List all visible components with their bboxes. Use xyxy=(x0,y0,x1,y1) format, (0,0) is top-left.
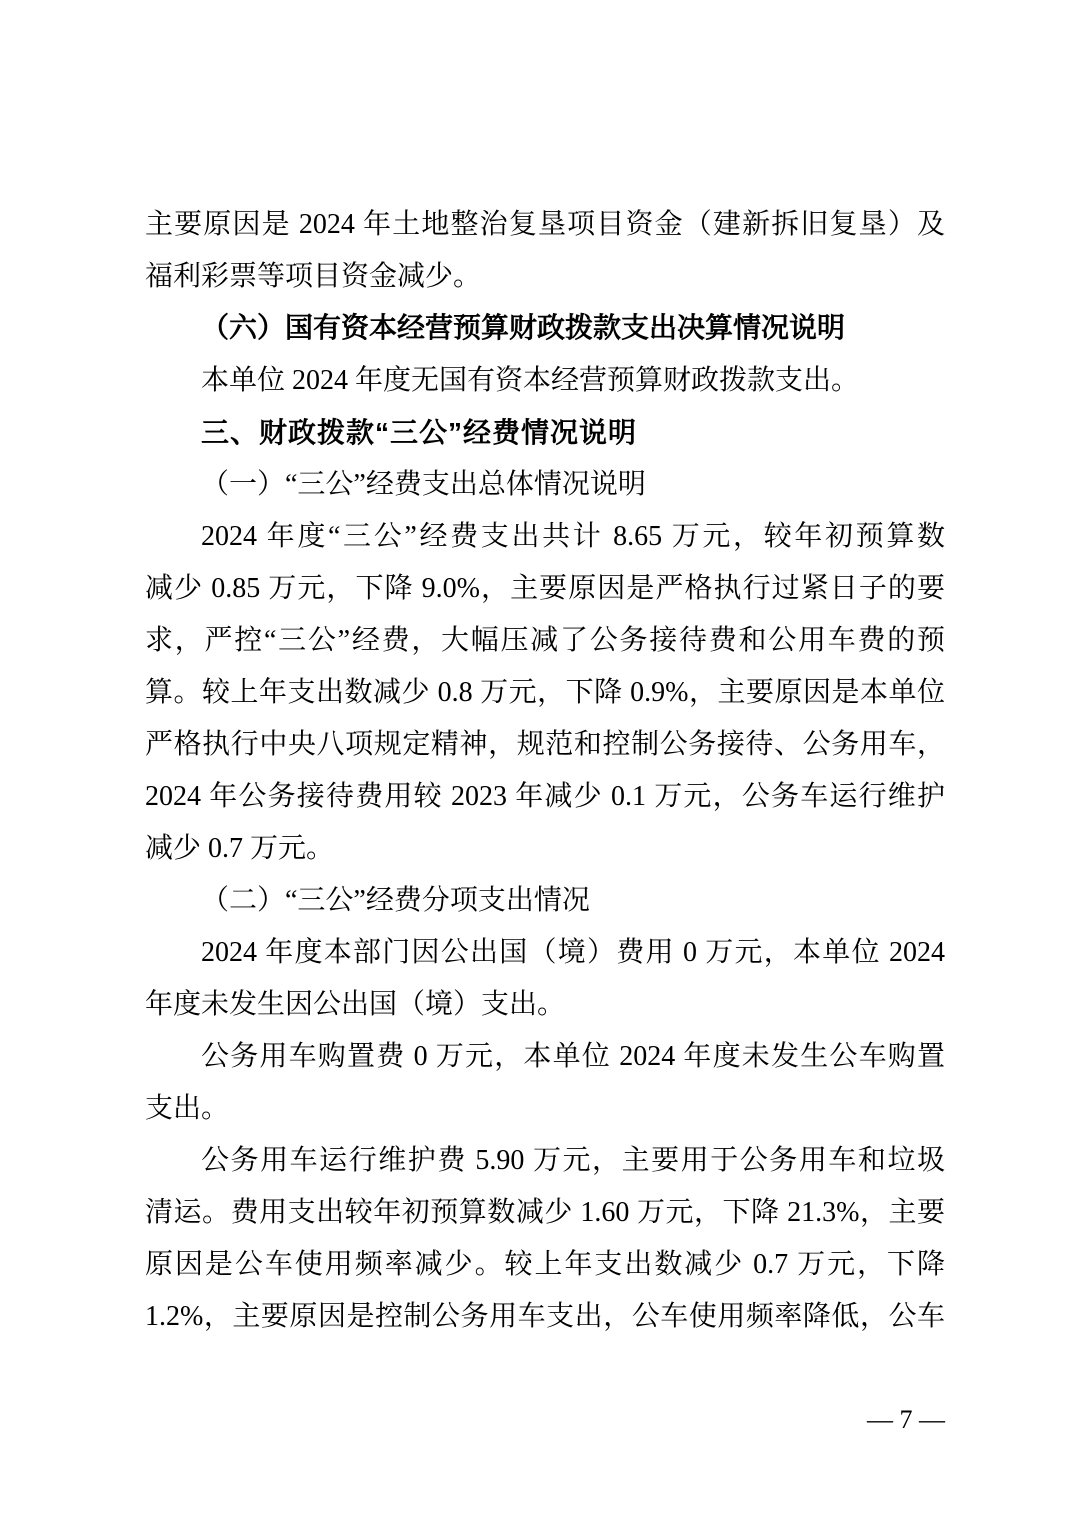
body-line: 减少 0.85 万元，下降 9.0%，主要原因是严格执行过紧日子的要 xyxy=(145,573,945,604)
section-6-heading: （六）国有资本经营预算财政拨款支出决算情况说明 xyxy=(201,313,846,344)
page-footer xyxy=(145,1400,949,1440)
body-line: 福利彩票等项目资金减少。 xyxy=(145,261,482,292)
body-line: 清运。费用支出较年初预算数减少 1.60 万元，下降 21.3%，主要 xyxy=(145,1197,945,1228)
body-line: 算。较上年支出数减少 0.8 万元，下降 0.9%，主要原因是本单位 xyxy=(145,677,945,708)
body-line: 主要原因是 2024 年土地整治复垦项目资金（建新拆旧复垦）及 xyxy=(145,209,945,240)
body-line: 本单位 2024 年度无国有资本经营预算财政拨款支出。 xyxy=(201,365,860,396)
body-line: 原因是公车使用频率减少。较上年支出数减少 0.7 万元，下降 xyxy=(145,1249,945,1280)
body-line: 2024 年度本部门因公出国（境）费用 0 万元，本单位 2024 xyxy=(201,937,945,968)
section-3-heading: 三、财政拨款“三公”经费情况说明 xyxy=(201,417,638,448)
body-line: 公务用车运行维护费 5.90 万元，主要用于公务用车和垃圾 xyxy=(201,1145,945,1176)
body-line: 2024 年度“三公”经费支出共计 8.65 万元，较年初预算数 xyxy=(201,521,945,552)
subsection-2-heading: （二）“三公”经费分项支出情况 xyxy=(201,885,590,916)
body-line: 支出。 xyxy=(145,1093,230,1124)
body-line: 2024 年公务接待费用较 2023 年减少 0.1 万元，公务车运行维护 xyxy=(145,781,945,812)
text-block xyxy=(145,199,945,1343)
body-line: 年度未发生因公出国（境）支出。 xyxy=(145,989,566,1020)
body-line: 严格执行中央八项规定精神，规范和控制公务接待、公务用车， xyxy=(145,729,945,760)
body-line: 减少 0.7 万元。 xyxy=(145,833,335,864)
body-line: 1.2%，主要原因是控制公务用车支出，公车使用频率降低，公车 xyxy=(145,1301,945,1332)
page-number: — 7 — xyxy=(867,1405,945,1434)
body-line: 求，严控“三公”经费，大幅压减了公务接待费和公用车费的预 xyxy=(145,625,945,656)
body-line: 公务用车购置费 0 万元，本单位 2024 年度未发生公车购置 xyxy=(201,1041,945,1072)
subsection-1-heading: （一）“三公”经费支出总体情况说明 xyxy=(201,469,646,500)
